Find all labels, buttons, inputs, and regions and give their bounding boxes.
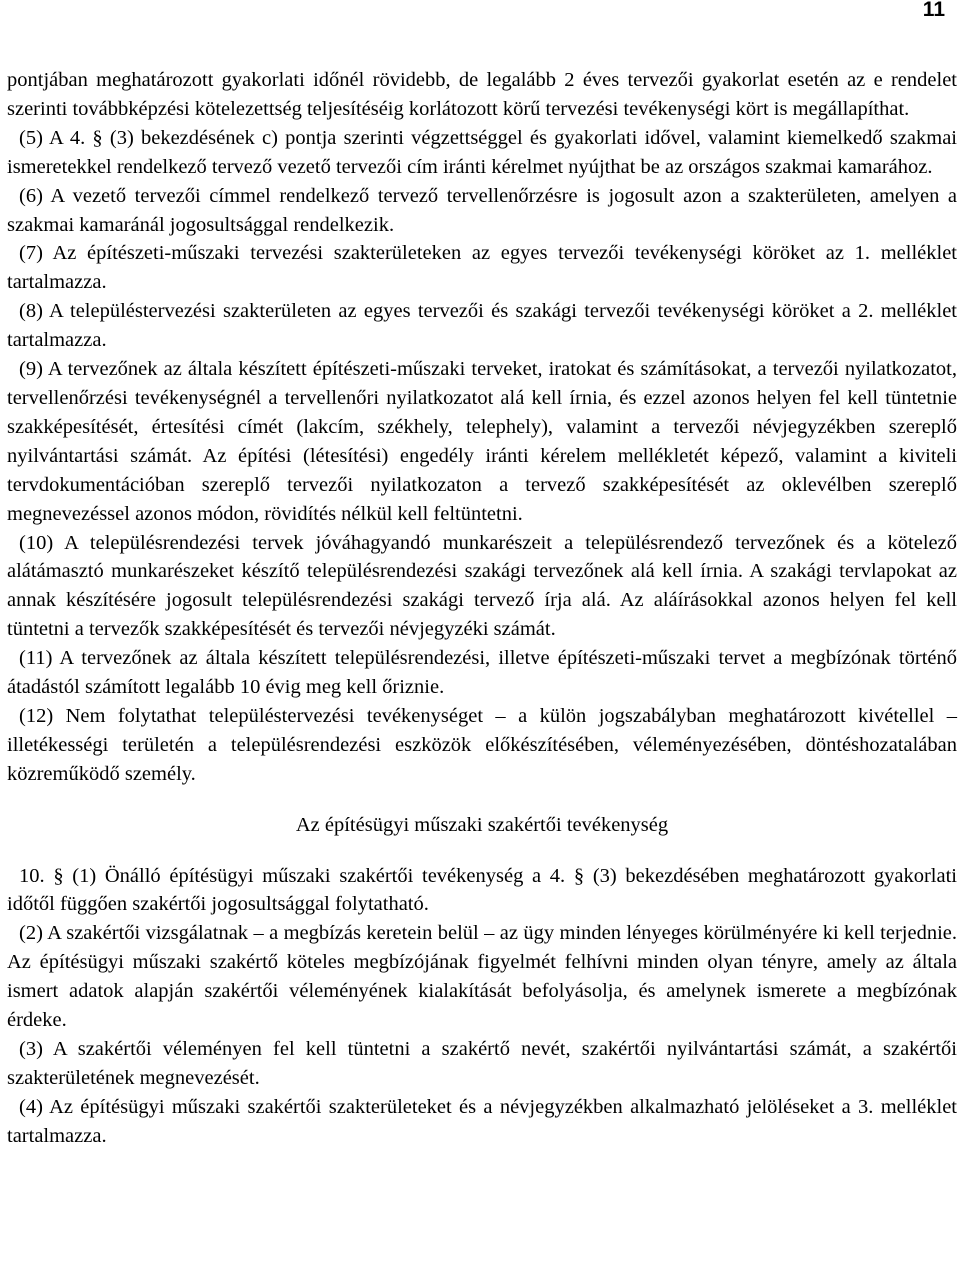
paragraph-12: (12) Nem folytathat településtervezési tevékenységet – a külön jogszabályban meghatározott kivétellel – illetékességi területén a településrendezési eszközök előkészítésében, véleményezésében, döntéshozatalában közreműködő személy. — [7, 704, 957, 785]
paragraph-5: (5) A 4. § (3) bekezdésének c) pontja szerinti végzettséggel és gyakorlati idővel, valamint kiemelkedő szakmai ismeretekkel rendelkező tervező vezető tervezői cím iránti kérelmet nyújthat be az országos szakmai kamarához. — [7, 126, 957, 178]
section-title: Az építésügyi műszaki szakértői tevékenység — [295, 813, 669, 836]
paragraph-7: (7) Az építészeti-műszaki tervezési szakterületeken az egyes tervezői tevékenységi köröket az 1. melléklet tartalmazza. — [7, 242, 957, 294]
document-body — [7, 66, 957, 1151]
paragraph-9: (9) A tervezőnek az általa készített építészeti-műszaki terveket, iratokat és számításokat, a tervezői nyilatkozatot, tervellenőrzési tevékenységnél a tervellenőri nyilatkozatot alá kell írnia, és ezzel azonos helyen fel kell tüntetnie szakképesítését, értesítési címét (lakcím, székhely, telephely), valamint a tervezői névjegyzékben szereplő nyilvántartási számát. Az építési (létesítési) engedély iránti kérelem mellékletét képező, valamint a kiviteli tervdokumentációban szereplő tervezői nyilatkozaton a tervező szakképesítését az oklevélben szereplő megnevezéssel azonos módon, rövidítés nélkül kell feltüntetni. — [7, 358, 957, 525]
section-10-paragraph-4: (4) Az építésügyi műszaki szakértői szakterületeket és a névjegyzékben alkalmazható jelöléseket a 3. melléklet tartalmazza. — [7, 1095, 957, 1147]
section-10-paragraph-2: (2) A szakértői vizsgálatnak – a megbízás keretein belül – az ügy minden lényeges körülményére ki kell terjednie. Az építésügyi műszaki szakértő köteles megbízójának figyelmét felhívni minden olyan tényre, amely az általa ismert adatok alapján szakértői véleményének kialakítását befolyásolja, és amelynek ismerete a megbízónak érdeke. — [7, 922, 957, 1032]
paragraph-8: (8) A településtervezési szakterületen az egyes tervezői és szakági tervezői tevékenységi köröket a 2. melléklet tartalmazza. — [7, 300, 957, 352]
section-10-paragraph-3: (3) A szakértői véleményen fel kell tüntetni a szakértő nevét, szakértői nyilvántartási számát, a szakértői szakterületének megnevezését. — [7, 1038, 957, 1089]
paragraph-11: (11) A tervezőnek az általa készített településrendezési, illetve építészeti-műszaki tervet a megbízónak történő átadástól számított legalább 10 évig meg kell őriznie. — [7, 647, 957, 699]
paragraph-continuation: pontjában meghatározott gyakorlati időnél rövidebb, de legalább 2 éves tervezői gyakorlat esetén az e rendelet szerinti továbbképzési kötelezettség teljesítéséig korlátozott körű tervezési tevékenységi kört is megállapíthat. — [7, 69, 957, 120]
page-number: 11 — [922, 0, 945, 21]
paragraph-6: (6) A vezető tervezői címmel rendelkező tervező tervellenőrzésre is jogosult azon a szakterületen, amelyen a szakmai kamaránál jogosultsággal rendelkezik. — [7, 184, 957, 236]
section-10-paragraph-1: 10. § (1) Önálló építésügyi műszaki szakértői tevékenység a 4. § (3) bekezdésében meghatározott gyakorlati időtől függően szakértői jogosultsággal folytatható. — [7, 864, 957, 916]
paragraph-10: (10) A településrendezési tervek jóváhagyandó munkarészeit a településrendező tervezőnek és a kötelező alátámasztó munkarészeket készítő településrendezési szakági tervezőnek alá kell írnia. A szakági tervlapokat az annak készítésére jogosult településrendezési szakági tervező írja alá. Az aláírásokkal azonos helyen fel kell tüntetni a tervezők szakképesítését és tervezői névjegyzéki számát. — [7, 531, 957, 641]
